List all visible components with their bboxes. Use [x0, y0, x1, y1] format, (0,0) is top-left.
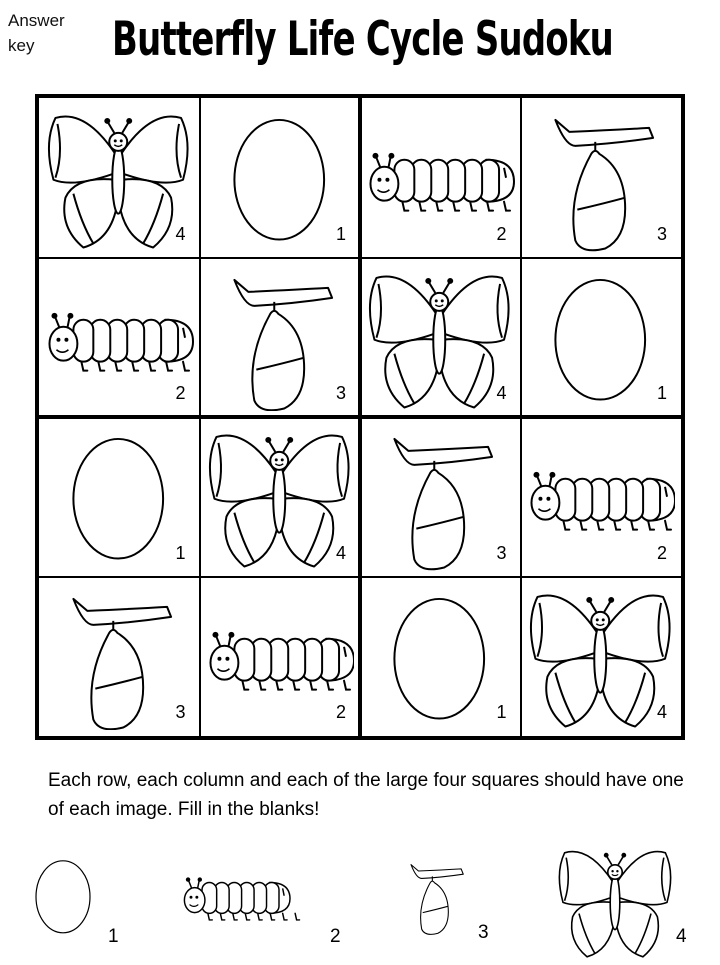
chrysalis-icon	[204, 262, 355, 412]
legend-item	[395, 840, 475, 955]
cell-number: 4	[656, 702, 667, 722]
egg-icon	[364, 581, 515, 731]
puzzle-cell[interactable]	[521, 417, 682, 577]
puzzle-cell[interactable]	[200, 98, 361, 258]
chrysalis-icon	[43, 581, 194, 731]
cell-number: 1	[335, 223, 346, 244]
instructions-text: Each row, each column and each of the large four squares should have one of each image. Fill in the blanks!	[48, 770, 684, 820]
puzzle-cell[interactable]	[200, 417, 361, 577]
butterfly-icon	[525, 581, 676, 731]
legend-item	[545, 840, 685, 965]
legend-item	[160, 840, 310, 955]
legend-number: 1	[108, 926, 119, 947]
grid-line-horizontal	[39, 576, 681, 578]
cell-number: 3	[335, 383, 346, 403]
egg-icon	[18, 840, 108, 950]
cell-number: 4	[175, 223, 186, 244]
puzzle-cell[interactable]	[360, 417, 521, 577]
box-divider-horizontal	[39, 415, 681, 419]
puzzle-cell[interactable]	[39, 417, 200, 577]
caterpillar-icon	[160, 840, 310, 950]
cell-number: 3	[496, 542, 507, 563]
butterfly-icon	[364, 262, 515, 412]
puzzle-cell[interactable]	[39, 98, 200, 258]
cell-number: 3	[656, 223, 667, 244]
egg-icon	[43, 421, 194, 571]
cell-number: 1	[175, 542, 186, 563]
puzzle-cell[interactable]	[200, 258, 361, 418]
cell-number: 2	[335, 702, 346, 722]
egg-icon	[525, 262, 676, 412]
puzzle-cell[interactable]	[360, 98, 521, 258]
puzzle-cell[interactable]	[360, 577, 521, 737]
page-title: Butterfly Life Cycle Sudoku	[112, 12, 614, 67]
legend-number: 4	[676, 926, 687, 947]
butterfly-icon	[43, 102, 194, 252]
puzzle-cell[interactable]	[39, 258, 200, 418]
puzzle-cell[interactable]	[521, 577, 682, 737]
butterfly-icon	[545, 840, 685, 960]
caterpillar-icon	[43, 262, 194, 412]
chrysalis-icon	[525, 102, 676, 252]
caterpillar-icon	[364, 102, 515, 252]
butterfly-icon	[204, 421, 355, 571]
cell-number: 2	[175, 383, 186, 403]
puzzle-cell[interactable]	[521, 258, 682, 418]
cell-number: 2	[656, 542, 667, 563]
cell-number: 1	[656, 383, 667, 403]
caterpillar-icon	[525, 421, 676, 571]
puzzle-cell[interactable]	[360, 258, 521, 418]
cell-number: 1	[496, 702, 507, 722]
legend-number: 3	[478, 922, 489, 943]
legend-number: 2	[330, 926, 341, 947]
puzzle-cell[interactable]	[200, 577, 361, 737]
cell-number: 4	[335, 542, 346, 563]
cell-number: 4	[496, 383, 507, 403]
chrysalis-icon	[395, 840, 475, 950]
puzzle-cell[interactable]	[39, 577, 200, 737]
chrysalis-icon	[364, 421, 515, 571]
sudoku-grid	[35, 94, 685, 740]
cell-number: 3	[175, 702, 186, 722]
egg-icon	[204, 102, 355, 252]
stage-legend	[0, 830, 720, 960]
cell-number: 2	[496, 223, 507, 244]
caterpillar-icon	[204, 581, 355, 731]
legend-item	[18, 840, 108, 955]
grid-line-vertical	[520, 98, 522, 736]
answer-key-label: Answer key	[8, 11, 65, 55]
puzzle-cell[interactable]	[521, 98, 682, 258]
